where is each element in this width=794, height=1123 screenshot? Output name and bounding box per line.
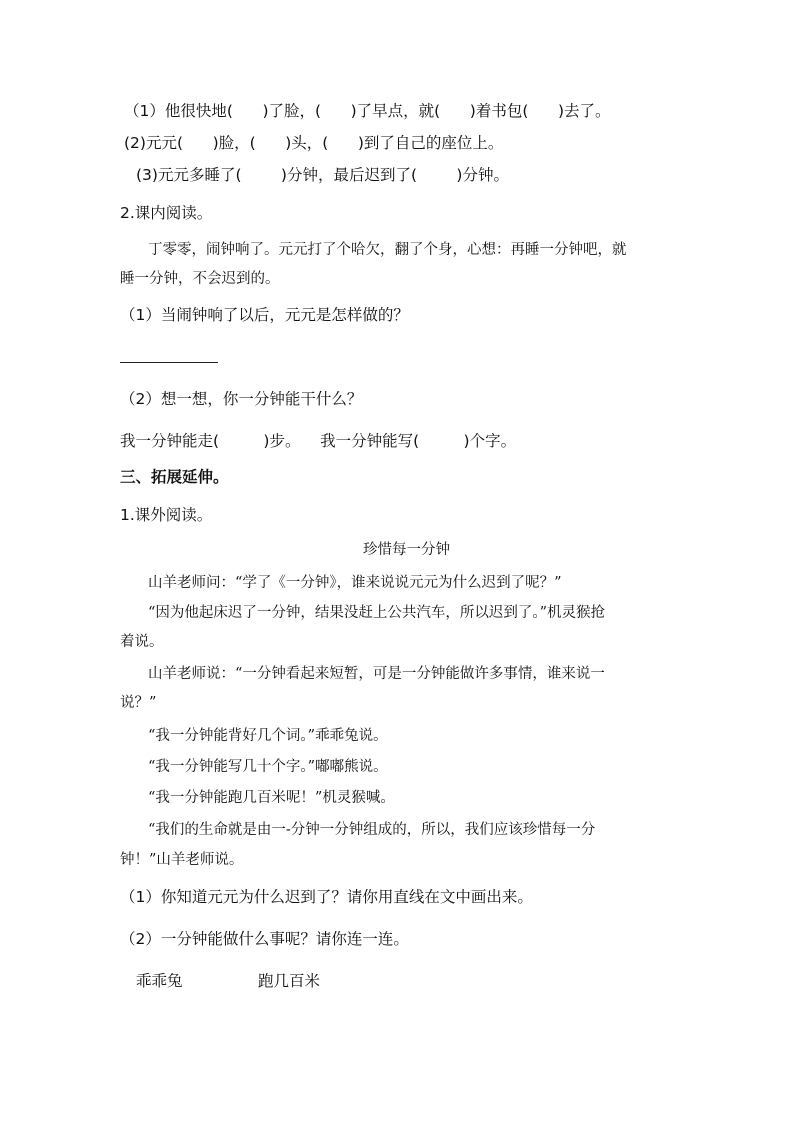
passage-line-2: 睡一分钟，不会迟到的。 — [120, 271, 280, 287]
q1-line-3: (3)元元多睡了( )分钟，最后迟到了( )分钟。 — [136, 166, 509, 184]
passage-line-1: 丁零零，闹钟响了。元元打了个哈欠，翻了个身，心想：再睡一分钟吧，就 — [148, 242, 627, 258]
section-three-heading: 三、拓展延伸。 — [120, 468, 229, 486]
q1-line-1: （1）他很快地( )了脸，( )了早点，就( )着书包( )去了。 — [124, 102, 611, 120]
story-paragraph-5: “我一分钟能写几十个字。”嘟嘟熊说。 — [148, 759, 388, 775]
q2-fill-in-line: 我一分钟能走( )步。 我一分钟能写( )个字。 — [120, 432, 517, 450]
reading-heading: 1.课外阅读。 — [120, 506, 213, 524]
match-item-right[interactable]: 跑几百米 — [258, 972, 321, 990]
story-paragraph-2-line-2: 着说。 — [120, 634, 164, 650]
match-item-left[interactable]: 乖乖兔 — [136, 972, 183, 990]
story-paragraph-1: 山羊老师问：“学了《一分钟》，谁来说说元元为什么迟到了呢？” — [148, 575, 562, 591]
story-title: 珍惜每一分钟 — [363, 542, 450, 558]
story-paragraph-3-line-1: 山羊老师说：“一分钟看起来短暂，可是一分钟能做许多事情，谁来说一 — [148, 666, 605, 682]
answer-line[interactable] — [120, 362, 218, 363]
q2-sub-question-2: （2）想一想，你一分钟能干什么？ — [120, 390, 363, 408]
q2-sub-question-1: （1）当闹钟响了以后，元元是怎样做的？ — [120, 306, 409, 324]
story-paragraph-3-line-2: 说？” — [120, 695, 157, 711]
story-paragraph-7-line-1: “我们的生命就是由一-分钟一分钟组成的，所以，我们应该珍惜每一分 — [148, 822, 596, 838]
q1-line-2: (2)元元( )脸，( )头，( )到了自己的座位上。 — [124, 134, 504, 152]
q2-heading: 2.课内阅读。 — [120, 204, 213, 222]
story-paragraph-4: “我一分钟能背好几个词。”乖乖兔说。 — [148, 728, 388, 744]
story-paragraph-6: “我一分钟能跑几百米呢！”机灵猴喊。 — [148, 790, 395, 806]
story-paragraph-2-line-1: “因为他起床迟了一分钟，结果没赶上公共汽车，所以迟到了。”机灵猴抢 — [148, 605, 606, 621]
reading-sub-question-2: （2）一分钟能做什么事呢？请你连一连。 — [120, 930, 409, 948]
story-paragraph-7-line-2: 钟！”山羊老师说。 — [120, 852, 244, 868]
reading-sub-question-1: （1）你知道元元为什么迟到了？请你用直线在文中画出来。 — [120, 888, 533, 906]
